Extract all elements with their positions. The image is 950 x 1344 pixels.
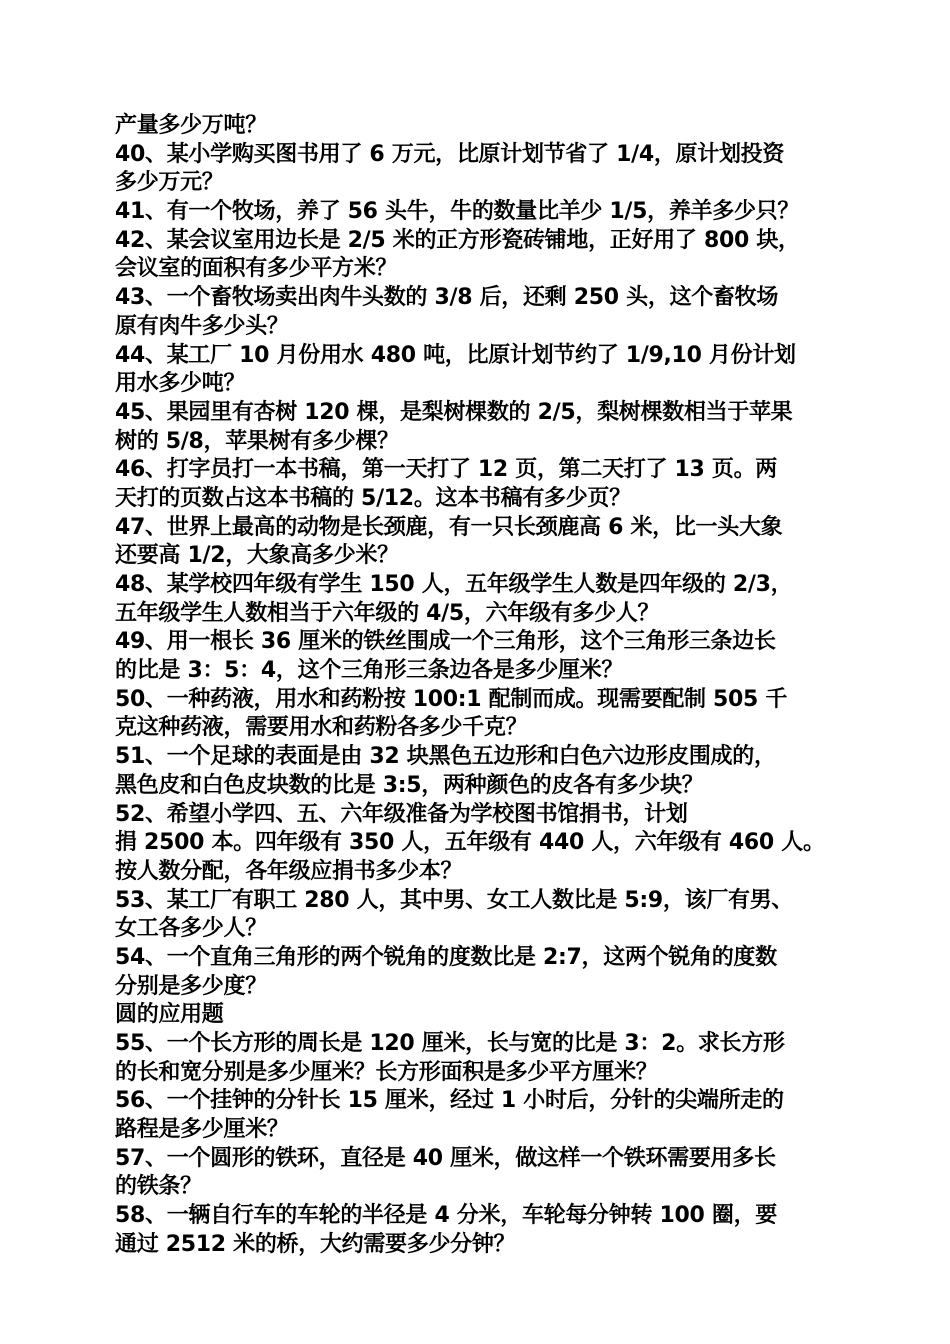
text-line: 按人数分配，各年级应捐书多少本？ xyxy=(115,858,463,884)
text-line: 捐 2500 本。四年级有 350 人，五年级有 440 人，六年级有 460 人。 xyxy=(115,830,825,856)
text-line: 52、希望小学四、五、六年级准备为学校图书馆捐书，计划 xyxy=(115,801,688,827)
text-line: 41、有一个牧场，养了 56 头牛，牛的数量比羊少 1/5，养羊多少只？ xyxy=(115,199,800,225)
text-line: 51、一个足球的表面是由 32 块黑色五边形和白色六边形皮围成的， xyxy=(115,744,776,770)
section-heading: 圆的应用题 xyxy=(115,1002,224,1028)
document-body xyxy=(115,112,840,1260)
text-line: 女工各多少人？ xyxy=(115,916,267,942)
text-line: 49、用一根长 36 厘米的铁丝围成一个三角形，这个三角形三条边长 xyxy=(115,629,776,655)
text-line: 用水多少吨？ xyxy=(115,371,246,397)
text-line: 路程是多少厘米？ xyxy=(115,1117,289,1143)
text-line: 43、一个畜牧场卖出肉牛头数的 3/8 后，还剩 250 头，这个畜牧场 xyxy=(115,285,779,311)
text-line: 的比是 3：5：4，这个三角形三条边各是多少厘米？ xyxy=(115,658,624,684)
text-line: 46、打字员打一本书稿，第一天打了 12 页，第二天打了 13 页。两 xyxy=(115,457,777,483)
text-line: 还要高 1/2，大象高多少米？ xyxy=(115,543,399,569)
text-line: 黑色皮和白色皮块数的比是 3:5，两种颜色的皮各有多少块？ xyxy=(115,772,704,798)
text-line: 55、一个长方形的周长是 120 厘米，长与宽的比是 3：2。求长方形 xyxy=(115,1031,785,1056)
text-line: 45、果园里有杏树 120 棵，是梨树棵数的 2/5，梨树棵数相当于苹果 xyxy=(115,399,793,425)
text-line: 树的 5/8，苹果树有多少棵？ xyxy=(115,428,399,454)
text-line: 40、某小学购买图书用了 6 万元，比原计划节省了 1/4，原计划投资 xyxy=(115,141,785,167)
text-line: 54、一个直角三角形的两个锐角的度数比是 2:7，这两个锐角的度数 xyxy=(115,944,777,970)
text-line: 分别是多少度？ xyxy=(115,973,267,999)
text-line: 42、某会议室用边长是 2/5 米的正方形瓷砖铺地，正好用了 800 块， xyxy=(115,227,800,253)
text-line: 53、某工厂有职工 280 人，其中男、女工人数比是 5:9，该厂有男、 xyxy=(115,887,794,913)
text-line: 会议室的面积有多少平方米？ xyxy=(115,256,398,282)
text-line: 57、一个圆形的铁环，直径是 40 厘米，做这样一个铁环需要用多长 xyxy=(115,1145,776,1171)
text-line: 的铁条？ xyxy=(115,1174,202,1200)
text-line: 44、某工厂 10 月份用水 480 吨，比原计划节约了 1/9,10 月份计划 xyxy=(115,342,796,368)
text-line: 天打的页数占这本书稿的 5/12。这本书稿有多少页？ xyxy=(115,485,631,511)
text-line: 50、一种药液，用水和药粉按 100:1 配制而成。现需要配制 505 千 xyxy=(115,686,788,712)
text-line: 56、一个挂钟的分针长 15 厘米，经过 1 小时后，分针的尖端所走的 xyxy=(115,1088,784,1114)
text-line: 多少万元？ xyxy=(115,170,224,196)
text-line: 47、世界上最高的动物是长颈鹿，有一只长颈鹿高 6 米，比一头大象 xyxy=(115,514,783,540)
text-line: 五年级学生人数相当于六年级的 4/5，六年级有多少人？ xyxy=(115,600,660,626)
text-line: 原有肉牛多少头？ xyxy=(115,313,289,339)
text-line: 通过 2512 米的桥，大约需要多少分钟？ xyxy=(115,1231,516,1257)
text-line: 的长和宽分别是多少厘米？长方形面积是多少平方厘米？ xyxy=(115,1059,658,1085)
text-line: 58、一辆自行车的车轮的半径是 4 分米，车轮每分钟转 100 圈，要 xyxy=(115,1203,777,1229)
text-line: 产量多少万吨？ xyxy=(115,113,267,138)
text-line: 克这种药液，需要用水和药粉各多少千克？ xyxy=(115,715,528,741)
text-line: 48、某学校四年级有学生 150 人，五年级学生人数是四年级的 2/3， xyxy=(115,572,793,597)
